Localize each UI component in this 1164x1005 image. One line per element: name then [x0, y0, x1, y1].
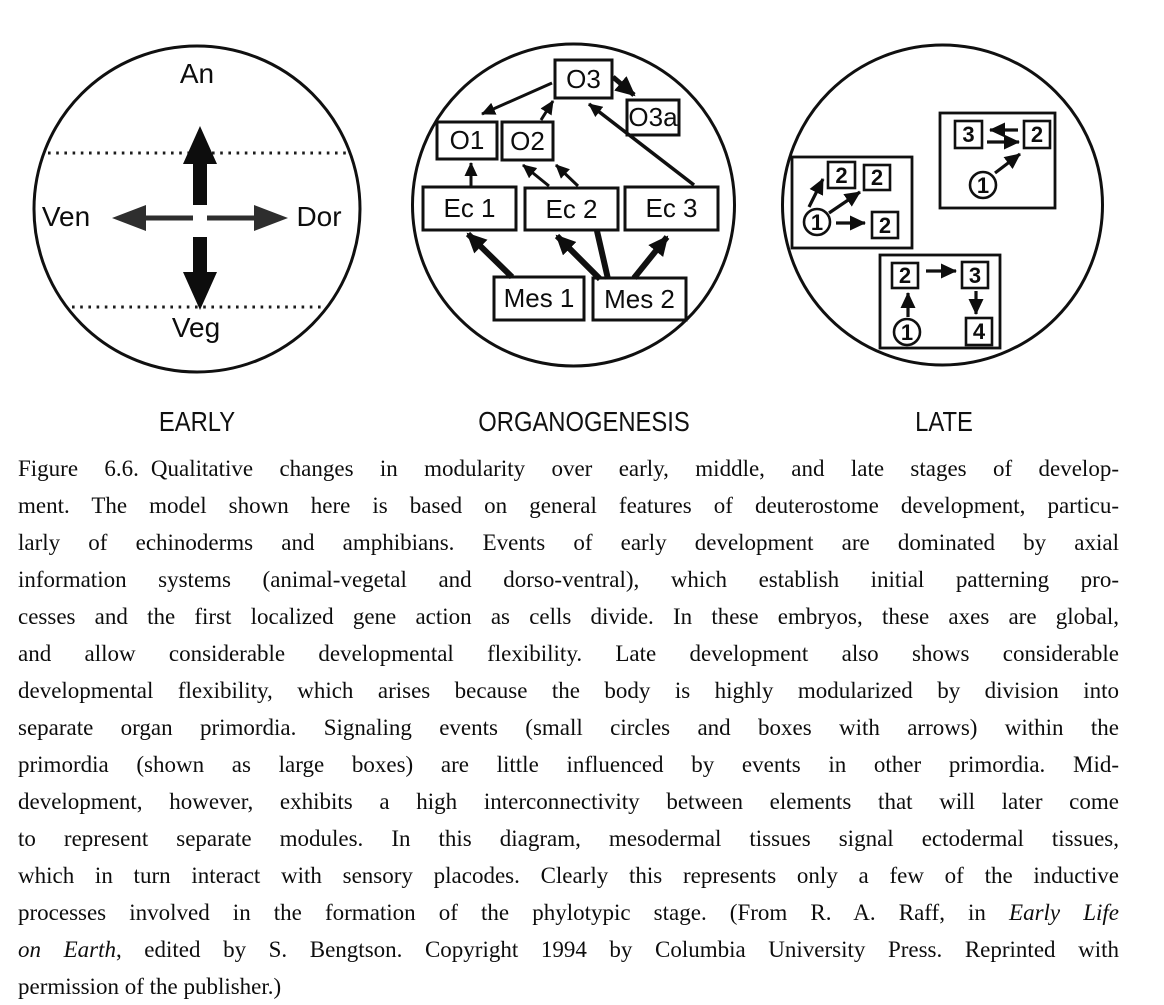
caption-text-segment-italic: Early Life [1009, 900, 1119, 925]
late-embryo-diagram [783, 45, 1103, 365]
figure-number: Figure 6.6. [18, 456, 139, 481]
caption-line [18, 524, 1119, 561]
caption-text-segment: , edited by S. Bengtson. Copyright 1994 by Columbia University Press. Reprinted with [115, 937, 1119, 962]
arrow-mes2-to-ec2-a [557, 236, 600, 279]
caption-line [18, 672, 1119, 709]
caption-text-segment: permission of the publisher.) [18, 974, 282, 999]
caption-line [18, 968, 1119, 1005]
figure-6-6-diagrams [0, 0, 1164, 446]
caption-text-segment: larly of echinoderms and amphibians. Events of early development are dominated by axial [18, 530, 1119, 555]
ventral-label: Ven [41, 201, 91, 232]
label-c1: 1 [900, 320, 914, 345]
label-c4: 4 [972, 319, 986, 344]
label-b1: 1 [810, 210, 824, 235]
caption-line [18, 561, 1119, 598]
label-b2c: 2 [878, 213, 892, 238]
caption-line [18, 598, 1119, 635]
arrow-ec2-to-o2-b [556, 165, 578, 186]
caption-line [18, 783, 1119, 820]
caption-line [18, 746, 1119, 783]
caption-line [18, 820, 1119, 857]
stage-label-late: LATE [915, 405, 973, 438]
label-a2: 2 [1030, 122, 1044, 147]
label-mes1: Mes 1 [503, 283, 575, 313]
label-o2: O2 [510, 126, 545, 156]
vegetal-pole-label: Veg [171, 312, 221, 343]
caption-line [18, 635, 1119, 672]
caption-text-segment: which in turn interact with sensory placodes. Clearly this represents only a few of the inductive [18, 863, 1119, 888]
label-ec1: Ec 1 [443, 193, 496, 223]
label-c2: 2 [898, 263, 912, 288]
caption-line [18, 487, 1119, 524]
caption-text-segment: ment. The model shown here is based on general features of deuterostome development, particu- [18, 493, 1119, 518]
label-a3: 3 [962, 122, 975, 147]
arrow-o2-to-o3 [541, 101, 553, 120]
label-ec3: Ec 3 [645, 193, 698, 223]
animal-pole-label: An [179, 58, 215, 89]
caption-text-segment: information systems (animal-vegetal and dorso-ventral), which establish initial patterning pro- [18, 567, 1119, 592]
label-b2b: 2 [870, 165, 884, 190]
arrow-o3-to-o1 [482, 83, 552, 114]
label-a1: 1 [976, 173, 990, 198]
label-o3a: O3a [628, 102, 678, 132]
animal-axis-arrow-up [183, 126, 217, 205]
arrow-mes1-to-ec1 [468, 234, 512, 277]
label-mes2: Mes 2 [604, 284, 675, 314]
caption-line [18, 857, 1119, 894]
figure-caption [18, 450, 1119, 1005]
arrow-ec2-to-o2-a [523, 165, 549, 186]
caption-text-segment: cesses and the first localized gene action as cells divide. In these embryos, these axes are global, [18, 604, 1119, 629]
caption-line [18, 709, 1119, 746]
organogenesis-diagram [413, 44, 735, 366]
caption-text-segment: developmental flexibility, which arises because the body is highly modularized by division into [18, 678, 1119, 703]
label-ec2: Ec 2 [545, 194, 598, 224]
caption-line [18, 450, 1119, 487]
dorsal-axis-arrow-right [207, 205, 288, 231]
caption-text-segment: development, however, exhibits a high interconnectivity between elements that will later come [18, 789, 1119, 814]
label-o1: O1 [449, 125, 485, 155]
stage-label-early: EARLY [158, 405, 236, 438]
dorsal-label: Dor [296, 201, 342, 232]
label-o3: O3 [566, 64, 601, 94]
caption-text-segment: to represent separate modules. In this diagram, mesodermal tissues signal ectodermal tissues, [18, 826, 1119, 851]
caption-text-segment: Qualitative changes in modularity over early, middle, and late stages of develop- [150, 456, 1119, 481]
vegetal-axis-arrow-down [183, 237, 217, 310]
caption-text-segment-italic: on Earth [18, 937, 116, 962]
caption-text-segment: and allow considerable developmental flexibility. Late development also shows considerable [18, 641, 1119, 666]
stage-label-organogenesis: ORGANOGENESIS [478, 405, 690, 438]
caption-line [18, 931, 1119, 968]
caption-text-segment: separate organ primordia. Signaling events (small circles and boxes with arrows) within the [18, 715, 1119, 740]
caption-text-segment: processes involved in the formation of the phylotypic stage. (From R. A. Raff, in [18, 900, 1010, 925]
arrow-o3-to-o3a [613, 77, 634, 95]
ventral-axis-arrow-left [112, 205, 193, 231]
caption-line [18, 894, 1119, 931]
label-b2a: 2 [835, 163, 848, 188]
caption-text-segment: primordia (shown as large boxes) are little influenced by events in other primordia. Mid- [18, 752, 1119, 777]
arrow-mes2-to-ec3 [634, 237, 667, 278]
early-embryo-diagram [34, 46, 360, 372]
label-c3: 3 [968, 263, 982, 288]
arrow-mes2-to-ec2-b [597, 231, 608, 279]
